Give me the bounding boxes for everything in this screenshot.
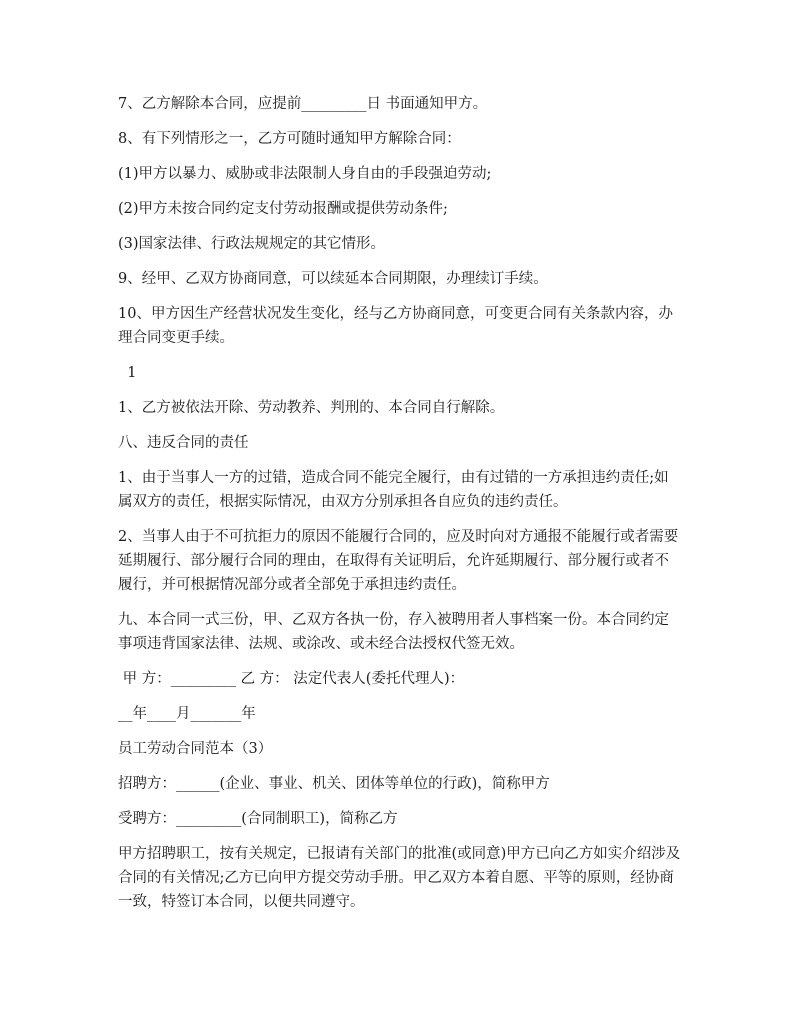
- termination-clause: 1、乙方被依法开除、劳动教养、判刑的、本合同自行解除。: [118, 400, 505, 416]
- clause-8-item-3: (3)国家法律、行政法规规定的其它情形。: [118, 236, 386, 252]
- clause-8: 8、有下列情形之一，乙方可随时通知甲方解除合同：: [118, 131, 461, 147]
- section-nine: 九、本合同一式三份，甲、乙双方各执一份，存入被聘用者人事档案一份。本合同约定事项违背国家法律、法规、或涂改、或未经合法授权代签无效。: [118, 612, 669, 652]
- signature-line: 甲 方：_________ 乙 方： 法定代表人(委托代理人)：: [118, 671, 465, 687]
- employer-line: 招聘方：______(企业、事业、机关、团体等单位的行政)，简称甲方: [118, 776, 550, 792]
- clause-9: 9、经甲、乙双方协商同意，可以续延本合同期限，办理续订手续。: [118, 271, 548, 287]
- date-line: __年____月_______年: [118, 706, 256, 722]
- clause-8-item-2: (2)甲方未按合同约定支付劳动报酬或提供劳动条件;: [118, 201, 448, 217]
- clause-8-item-1: (1)甲方以暴力、威胁或非法限制人身自由的手段强迫劳动;: [118, 166, 492, 182]
- clause-7: 7、乙方解除本合同，应提前_________日 书面通知甲方。: [118, 96, 488, 112]
- employee-line: 受聘方：_________(合同制职工)，简称乙方: [118, 811, 398, 827]
- section-heading-breach: 八、违反合同的责任: [118, 435, 249, 451]
- template-title: 员工劳动合同范本（3）: [118, 741, 273, 757]
- breach-clause-1: 1、由于当事人一方的过错，造成合同不能完全履行，由有过错的一方承担违约责任;如属双方的责任，根据实际情况，由双方分别承担各自应负的违约责任。: [118, 470, 669, 510]
- clause-10: 10、甲方因生产经营状况发生变化，经与乙方协商同意，可变更合同有关条款内容，办理合同变更手续。: [118, 306, 673, 346]
- document-body: [118, 92, 683, 925]
- preamble: 甲方招聘职工，按有关规定，已报请有关部门的批准(或同意)甲方已向乙方如实介绍涉及合同的有关情况;乙方已向甲方提交劳动手册。甲乙双方本着自愿、平等的原则，经协商一致，特签订本合同，以便共同遵守。: [118, 846, 681, 910]
- page-number: 1: [118, 365, 137, 381]
- breach-clause-2: 2、当事人由于不可抗拒力的原因不能履行合同的，应及时向对方通报不能履行或者需要延期履行、部分履行合同的理由，在取得有关证明后，允许延期履行、部分履行或者不履行，并可根据情况部分或者全部免于承担违约责任。: [118, 529, 679, 593]
